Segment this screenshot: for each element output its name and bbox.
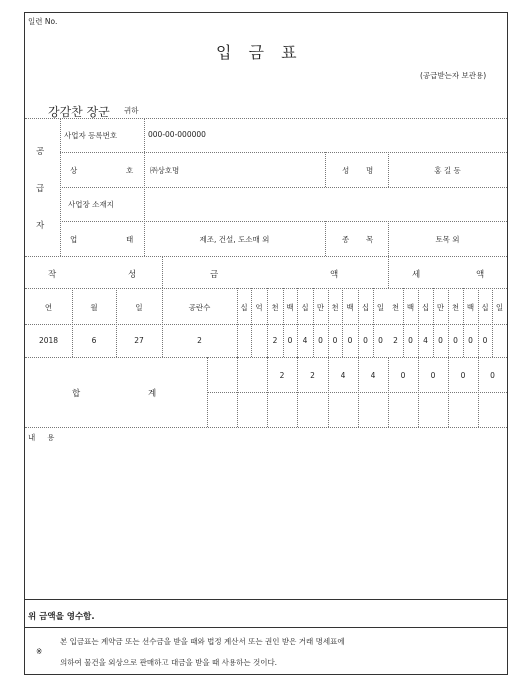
tax-digit: 0 [438,336,443,345]
amount-digit: 0 [378,336,383,345]
divider [388,256,389,288]
amount-digit: 0 [287,336,293,345]
tax-header-char: 액 [476,270,485,280]
divider [25,324,507,325]
total-digit: 2 [279,371,285,380]
divider [283,288,284,357]
amount-digit: 2 [272,336,278,345]
tax-digit: 0 [468,336,473,345]
divider [162,288,163,357]
amount-digit: 0 [332,336,338,345]
month-value: 6 [91,336,97,345]
amount-digit: 0 [347,336,353,345]
day-header: 일 [135,303,143,312]
tax-digit-header: 일 [495,303,504,312]
divider [448,357,449,427]
serial-number-label: 일련 No. [28,17,58,26]
business-label-char: 태 [126,235,134,244]
divider [325,221,326,256]
registration-label: 사업자 등록번호 [64,131,118,140]
category-label-char: 종 [342,235,350,244]
amount-digit-header: 천 [331,303,339,312]
supplier-side-char: 자 [36,221,45,231]
year-header: 연 [44,303,53,312]
supplier-side-char: 공 [36,147,45,157]
divider [25,118,507,119]
divider [342,288,343,357]
divider [478,288,479,357]
divider [72,288,73,357]
category-value: 토목 외 [435,235,460,244]
tax-digit-header: 백 [406,303,415,312]
divider [25,288,507,289]
divider [463,288,464,357]
amount-digit: 0 [318,336,323,345]
category-label-char: 목 [366,235,374,244]
divider [492,288,493,357]
tax-digit-header: 십 [421,303,430,312]
amount-digit-header: 억 [255,303,263,312]
divider [251,288,252,357]
month-header: 월 [90,303,98,312]
name-label-char: 성 [342,166,350,175]
divider [25,627,507,628]
divider [60,118,61,256]
note-line: 본 입금표는 계약금 또는 선수금을 받을 때와 법정 계산서 또는 권인 받은 거래 명세표에 [60,637,345,646]
divider [418,357,419,427]
divider [448,288,449,357]
divider [325,152,326,187]
received-statement: 위 금액을 영수함. [28,612,95,622]
amount-digit-header: 백 [286,303,294,312]
company-label-char: 상 [70,166,78,175]
amount-digit: 0 [363,336,368,345]
amount-digit-header: 십 [361,303,370,312]
year-value: 2018 [38,336,59,345]
content-label: 내 용 [28,433,55,442]
amount-header-char: 액 [330,270,339,280]
divider [403,288,404,357]
tax-digit: 2 [393,336,398,345]
divider [207,392,507,393]
amount-digit-header: 백 [346,303,354,312]
total-digit: 4 [370,371,376,380]
total-label-char: 합 [72,389,81,399]
business-value: 제조, 건설, 도소매 외 [199,235,270,244]
divider [267,288,268,357]
tax-digit-header: 백 [466,303,475,312]
tax-digit-header: 만 [436,303,445,312]
divider [313,288,314,357]
amount-digit-header: 십 [301,303,309,312]
tax-digit-header: 천 [451,303,460,312]
divider [358,357,359,427]
divider [25,599,507,600]
divider [237,357,238,427]
divider [237,288,238,357]
divider [60,152,507,153]
note-line: 의하여 물건을 외상으로 판매하고 대금을 받을 때 사용하는 것이다. [60,658,278,667]
total-digit: 2 [310,371,315,380]
blank-count-header: 공란수 [188,303,211,312]
page-title: 입 금 표 [216,43,303,62]
divider [25,357,507,358]
registration-value: 000-00-000000 [148,130,206,139]
divider [388,357,389,427]
divider [25,427,507,428]
day-value: 27 [134,336,144,345]
amount-digit-header: 십 [240,303,248,312]
written-header-char: 작 [48,270,57,280]
divider [433,288,434,357]
note-bullet: ※ [36,647,43,656]
total-label-char: 계 [148,389,157,399]
divider [328,288,329,357]
divider [418,288,419,357]
divider [60,187,507,188]
divider [373,288,374,357]
divider [25,256,507,257]
tax-digit: 0 [453,336,458,345]
divider [116,288,117,357]
total-digit: 0 [490,371,495,380]
divider [478,357,479,427]
tax-digit-header: 천 [391,303,400,312]
written-header-char: 성 [128,270,137,280]
representative-name: 홍 길 동 [434,166,461,175]
total-digit: 0 [400,371,406,380]
recipient-honorific: 귀하 [124,106,139,115]
address-label: 사업장 소재지 [68,200,114,209]
supplier-side-char: 급 [36,184,45,194]
divider [358,288,359,357]
tax-header-char: 세 [412,270,421,280]
amount-digit-header: 천 [271,303,279,312]
amount-digit: 4 [302,336,308,345]
tax-digit-header: 십 [481,303,489,312]
blank-count-value: 2 [197,336,202,345]
amount-digit-header: 일 [376,303,385,312]
company-value: ㈜상호명 [150,166,180,175]
tax-digit: 4 [423,336,428,345]
divider [297,288,298,357]
tax-digit: 0 [482,336,488,345]
total-digit: 4 [340,371,346,380]
name-label-char: 명 [366,166,374,175]
company-label-char: 호 [126,166,134,175]
tax-digit: 0 [408,336,413,345]
amount-header-char: 금 [210,270,219,280]
copy-note: (공급받는자 보관용) [420,71,487,80]
divider [162,256,163,288]
divider [60,221,507,222]
divider [267,357,268,427]
business-label-char: 업 [70,235,78,244]
amount-digit-header: 만 [316,303,325,312]
recipient-name: 강감찬 장군 [48,105,110,119]
divider [328,357,329,427]
total-digit: 0 [460,371,466,380]
divider [207,357,208,427]
divider [297,357,298,427]
total-digit: 0 [430,371,436,380]
